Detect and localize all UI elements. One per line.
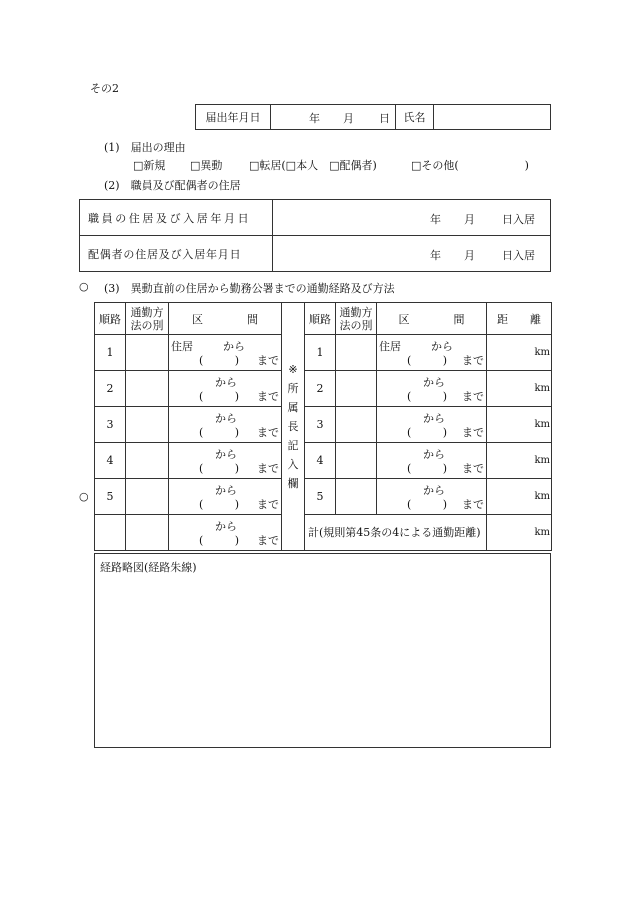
paren-close: ) [234, 497, 239, 511]
route-order [95, 515, 126, 551]
from-label: から [215, 375, 237, 389]
from-label: から [431, 339, 453, 353]
route-table [94, 302, 552, 551]
to-label: まで [257, 497, 279, 511]
from-label: から [423, 483, 445, 497]
paren-open: ( [407, 389, 412, 403]
method-cell[interactable] [126, 335, 169, 371]
method-cell[interactable] [126, 515, 169, 551]
year-unit: 年 [309, 112, 320, 125]
method-cell-right[interactable] [336, 443, 377, 479]
paren-open: ( [407, 425, 412, 439]
remarks-char: 属 [287, 401, 299, 414]
to-label: まで [462, 461, 484, 475]
month-unit: 月 [464, 248, 475, 262]
remarks-char: 入 [287, 458, 299, 471]
date-field[interactable] [271, 105, 396, 130]
section-cell[interactable] [169, 407, 282, 443]
remarks-char: ※ [288, 363, 298, 376]
section-cell[interactable] [169, 443, 282, 479]
section-cell-right[interactable] [377, 335, 487, 371]
section2-title: (2) 職員及び配偶者の住居 [104, 179, 241, 192]
method-cell[interactable] [126, 407, 169, 443]
method-cell[interactable] [126, 371, 169, 407]
paren-close: ) [234, 533, 239, 547]
paren-close: ) [442, 461, 447, 475]
paren-close: ) [234, 425, 239, 439]
route-order-right: 4 [305, 443, 336, 479]
option-other[interactable]: □その他( ) [411, 159, 529, 172]
method-cell-right[interactable] [336, 407, 377, 443]
option-new[interactable]: □新規 [133, 159, 166, 172]
header-method-right: 通勤方法の別 [336, 303, 377, 335]
header-section-right: 区 間 [377, 303, 487, 335]
remarks-char: 記 [287, 439, 299, 452]
month-unit: 月 [343, 112, 354, 125]
month-unit: 月 [464, 212, 475, 226]
total-label: 計(規則第45条の4による通勤距離) [305, 515, 487, 551]
employee-residence-field[interactable] [273, 200, 551, 236]
from-label: から [215, 447, 237, 461]
to-label: まで [462, 497, 484, 511]
route-order-right: 5 [305, 479, 336, 515]
from-label: から [215, 411, 237, 425]
paren-open: ( [407, 497, 412, 511]
paren-open: ( [199, 389, 204, 403]
option-transfer[interactable]: □異動 [190, 159, 223, 172]
route-map-label: 経路略図(経路朱線) [100, 561, 197, 574]
distance-cell[interactable]: km [487, 371, 552, 407]
from-label: から [423, 447, 445, 461]
paren-open: ( [407, 353, 412, 367]
name-field[interactable] [434, 105, 551, 130]
remarks-char: 欄 [287, 477, 299, 490]
paren-open: ( [199, 461, 204, 475]
header-order: 順路 [95, 303, 126, 335]
home-label: 住居 [379, 339, 401, 353]
to-label: まで [462, 353, 484, 367]
to-label: まで [462, 425, 484, 439]
paren-close: ) [442, 497, 447, 511]
spouse-residence-label: 配偶者の住居及び入居年月日 [80, 236, 273, 272]
method-cell-right[interactable] [336, 371, 377, 407]
paren-open: ( [199, 425, 204, 439]
to-label: まで [257, 425, 279, 439]
paren-close: ) [234, 461, 239, 475]
paren-close: ) [234, 389, 239, 403]
to-label: まで [257, 533, 279, 547]
paren-close: ) [442, 389, 447, 403]
from-label: から [423, 375, 445, 389]
date-label: 届出年月日 [196, 105, 271, 130]
day-unit: 日 [379, 112, 390, 125]
to-label: まで [257, 389, 279, 403]
section-cell-right[interactable] [377, 443, 487, 479]
section-cell-right[interactable] [377, 479, 487, 515]
route-order-right: 2 [305, 371, 336, 407]
paren-open: ( [199, 353, 204, 367]
residence-table [79, 199, 551, 272]
move-in-unit: 日入居 [502, 248, 535, 262]
employee-residence-label: 職員の住居及び入居年月日 [80, 200, 273, 236]
remarks-char: 所 [287, 382, 299, 395]
move-in-unit: 日入居 [502, 212, 535, 226]
header-method: 通勤方法の別 [126, 303, 169, 335]
from-label: から [223, 339, 245, 353]
method-cell-right[interactable] [336, 335, 377, 371]
section-cell-right[interactable] [377, 371, 487, 407]
header-table [195, 104, 551, 130]
distance-cell[interactable]: km [487, 407, 552, 443]
spouse-residence-field[interactable] [273, 236, 551, 272]
section-cell[interactable] [169, 335, 282, 371]
home-label: 住居 [171, 339, 193, 353]
paren-close: ) [442, 425, 447, 439]
name-label: 氏名 [396, 105, 434, 130]
form-number: その2 [90, 82, 119, 95]
method-cell-right[interactable] [336, 479, 377, 515]
section3-side-bullet: ○ [79, 490, 89, 503]
section-cell[interactable] [169, 515, 282, 551]
paren-close: ) [234, 353, 239, 367]
remarks-char: 長 [287, 420, 299, 433]
section1-title: (1) 届出の理由 [104, 141, 186, 154]
header-section: 区 間 [169, 303, 282, 335]
route-order: 5 [95, 479, 126, 515]
section3-title: (3) 異動直前の住居から勤務公署までの通勤経路及び方法 [104, 282, 395, 295]
route-order-right: 3 [305, 407, 336, 443]
route-order: 4 [95, 443, 126, 479]
paren-open: ( [407, 461, 412, 475]
paren-open: ( [199, 533, 204, 547]
route-order: 1 [95, 335, 126, 371]
route-order: 2 [95, 371, 126, 407]
section-cell[interactable] [169, 479, 282, 515]
header-order-right: 順路 [305, 303, 336, 335]
distance-cell[interactable]: km [487, 335, 552, 371]
distance-cell[interactable]: km [487, 479, 552, 515]
route-order: 3 [95, 407, 126, 443]
to-label: まで [257, 353, 279, 367]
from-label: から [215, 519, 237, 533]
paren-close: ) [442, 353, 447, 367]
route-order-right: 1 [305, 335, 336, 371]
from-label: から [423, 411, 445, 425]
paren-open: ( [199, 497, 204, 511]
year-unit: 年 [430, 212, 441, 226]
to-label: まで [257, 461, 279, 475]
remarks-column [282, 303, 305, 551]
year-unit: 年 [430, 248, 441, 262]
method-cell[interactable] [126, 479, 169, 515]
to-label: まで [462, 389, 484, 403]
section-cell-right[interactable] [377, 407, 487, 443]
section3-bullet: ○ [79, 280, 89, 293]
section-cell[interactable] [169, 371, 282, 407]
distance-cell[interactable]: km [487, 443, 552, 479]
header-distance: 距 離 [487, 303, 552, 335]
method-cell[interactable] [126, 443, 169, 479]
route-map-box[interactable] [94, 553, 551, 748]
total-distance-cell[interactable]: km [487, 515, 552, 551]
from-label: から [215, 483, 237, 497]
option-relocation[interactable]: □転居(□本人 □配偶者) [249, 159, 377, 172]
